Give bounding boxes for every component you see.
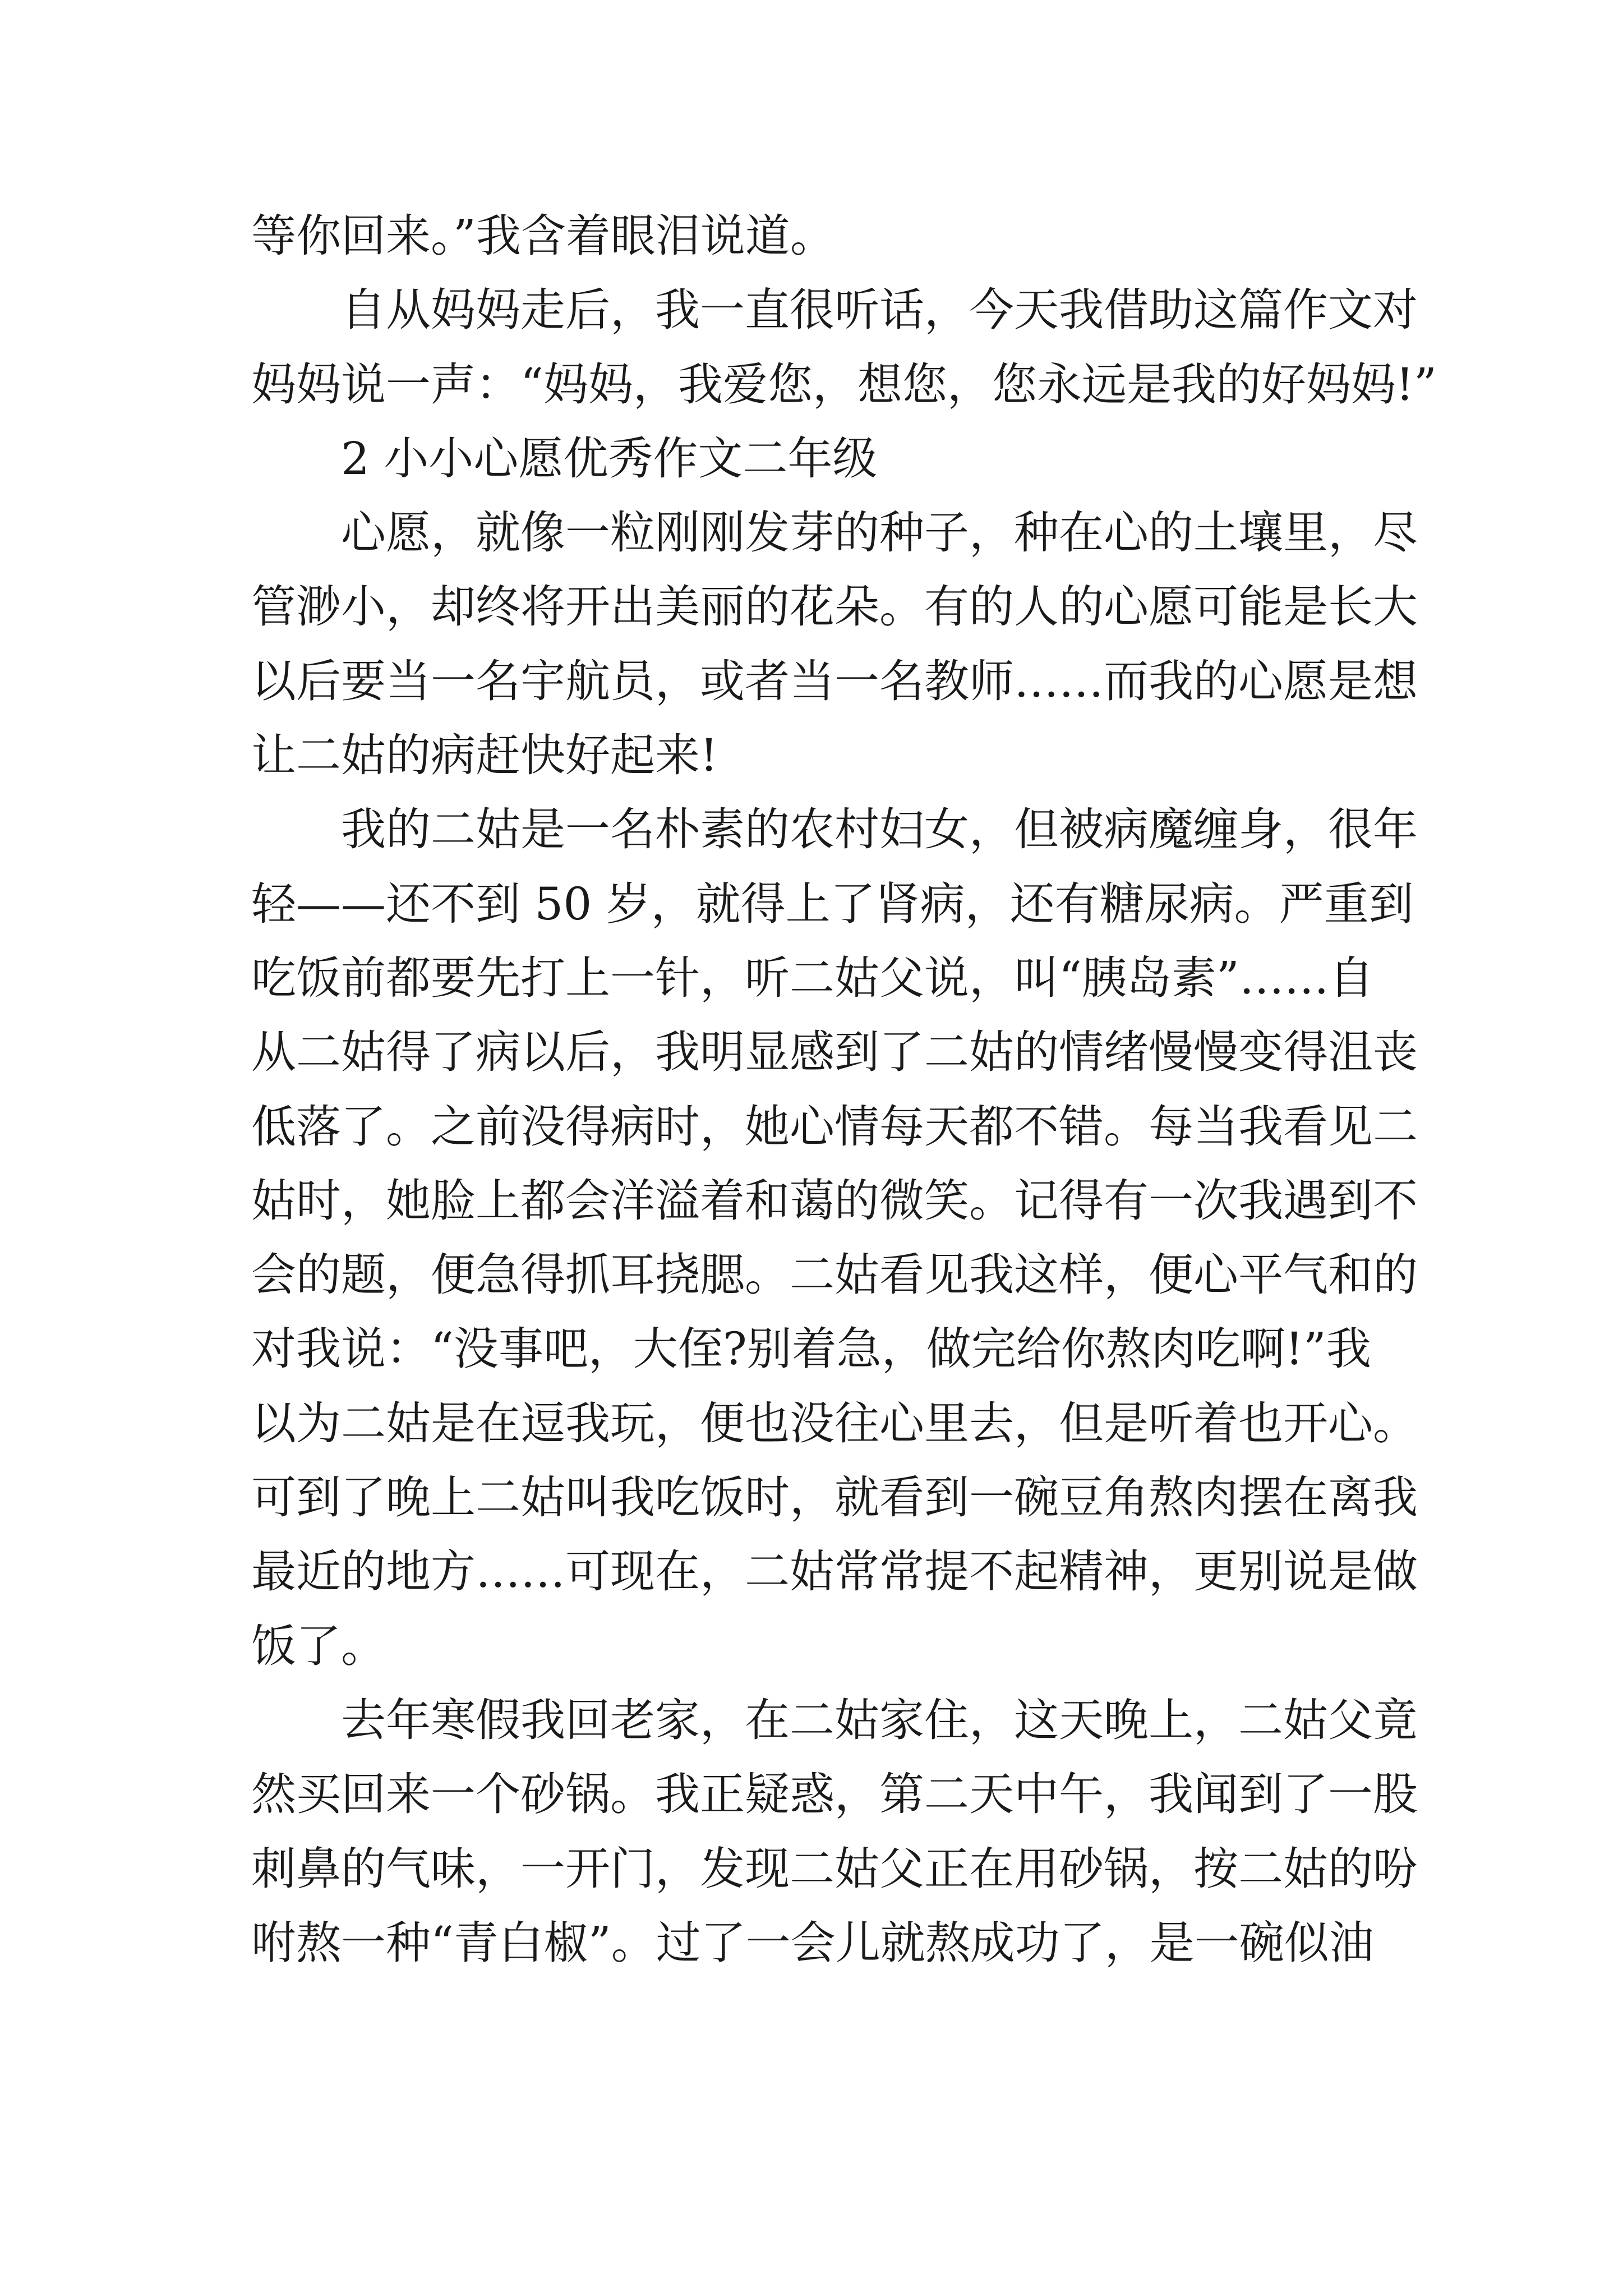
essay-body [251, 199, 1437, 1980]
paragraph-line: 饭了。 [251, 1619, 386, 1672]
paragraph-line: 咐熬一种“青白椒”。过了一会儿就熬成功了，是一碗似油 [251, 1916, 1374, 1969]
paragraph-line: 从二姑得了病以后，我明显感到了二姑的情绪慢慢变得沮丧 [251, 1026, 1418, 1079]
paragraph-line: 会的题，便急得抓耳挠腮。二姑看见我这样，便心平气和的 [251, 1249, 1418, 1301]
paragraph-line: 让二姑的病赶快好起来! [251, 729, 718, 782]
paragraph-line: 然买回来一个砂锅。我正疑惑，第二天中午，我闻到了一股 [251, 1768, 1418, 1821]
paragraph-line: 妈妈说一声：“妈妈，我爱您，想您，您永远是我的好妈妈!” [251, 358, 1437, 411]
paragraph-line: 自从妈妈走后，我一直很听话，今天我借助这篇作文对 [341, 284, 1418, 337]
paragraph-line: 姑时，她脸上都会洋溢着和蔼的微笑。记得有一次我遇到不 [251, 1174, 1418, 1227]
paragraph-line: 最近的地方……可现在，二姑常常提不起精神，更别说是做 [251, 1545, 1418, 1598]
paragraph-line: 以后要当一名宇航员，或者当一名教师……而我的心愿是想 [251, 655, 1418, 707]
paragraph-line: 对我说：“没事吧，大侄?别着急，做完给你熬肉吃啊!”我 [251, 1323, 1371, 1375]
paragraph-line: 去年寒假我回老家，在二姑家住，这天晚上，二姑父竟 [341, 1694, 1418, 1746]
paragraph-line: 吃饭前都要先打上一针，听二姑父说，叫“胰岛素”……自 [251, 951, 1374, 1004]
paragraph-line: 我的二姑是一名朴素的农村妇女，但被病魔缠身，很年 [341, 803, 1418, 856]
essay-title: 2 小小心愿优秀作文二年级 [341, 432, 878, 485]
paragraph-line: 刺鼻的气味，一开门，发现二姑父正在用砂锅，按二姑的吩 [251, 1842, 1418, 1895]
paragraph-line: 心愿，就像一粒刚刚发芽的种子，种在心的土壤里，尽 [341, 507, 1418, 559]
paragraph-line: 等你回来。”我含着眼泪说道。 [251, 210, 835, 262]
paragraph-line: 以为二姑是在逗我玩，便也没往心里去，但是听着也开心。 [251, 1397, 1418, 1450]
paragraph-line: 轻——还不到 50 岁，就得上了肾病，还有糖尿病。严重到 [251, 877, 1414, 930]
paragraph-line: 低落了。之前没得病时，她心情每天都不错。每当我看见二 [251, 1100, 1418, 1153]
paragraph-line: 可到了晚上二姑叫我吃饭时，就看到一碗豆角熬肉摆在离我 [251, 1471, 1418, 1524]
paragraph-line: 管渺小，却终将开出美丽的花朵。有的人的心愿可能是长大 [251, 581, 1418, 633]
